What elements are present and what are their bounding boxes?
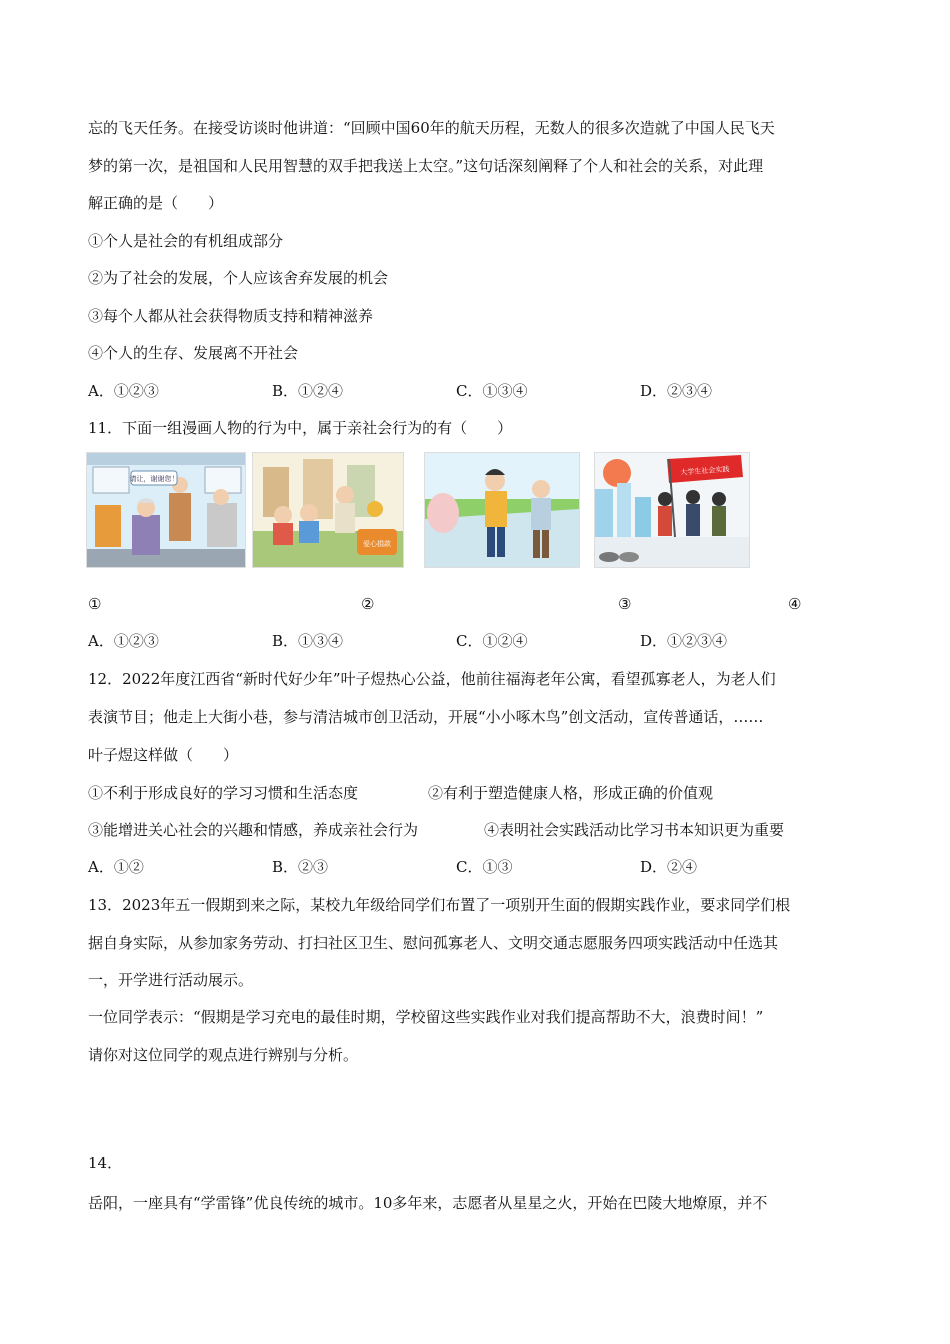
q11-option-c: C．①②④ [456,632,528,650]
q12-item-1: ①不利于形成良好的学习习惯和生活态度 [88,784,359,802]
q10-item-4: ④个人的生存、发展离不开社会 [88,344,299,362]
comic-image-practice [594,452,750,568]
practice-banner-text: 大学生社会实践 [680,465,730,477]
q10-option-c: C．①③④ [456,382,528,400]
q12-item-2: ②有利于塑造健康人格，形成正确的价值观 [428,784,714,802]
q10-line-2: 梦的第一次，是祖国和人民用智慧的双手把我送上太空。”这句话深刻阐释了个人和社会的关系，对此理 [88,157,764,175]
image-label-4: ④ [788,595,802,613]
q11-option-a: A．①②③ [88,632,159,650]
q12-item-3: ③能增进关心社会的兴趣和情感，养成亲社会行为 [88,821,419,839]
image-label-3: ③ [618,595,632,613]
q12-line-2: 表演节目；他走上大街小巷，参与清洁城市创卫活动，开展“小小啄木鸟”创文活动，宣传普通话，…… [88,708,764,726]
q13-line-3: 一，开学进行活动展示。 [88,971,254,989]
q12-option-a: A．①② [88,858,144,876]
q13-line-5: 请你对这位同学的观点进行辨别与分析。 [88,1046,359,1064]
q13-line-4: 一位同学表示：“假期是学习充电的最佳时期，学校留这些实践作业对我们提高帮助不大，浪费时间！” [88,1008,764,1026]
image-label-2: ② [361,595,375,613]
q13-line-1: 13．2023年五一假期到来之际，某校九年级给同学们布置了一项别开生面的假期实践作业，要求同学们根 [88,896,791,914]
q12-option-c: C．①③ [456,858,513,876]
comic-image-bus [86,452,246,568]
q13-line-2: 据自身实际，从参加家务劳动、打扫社区卫生、慰问孤寡老人、文明交通志愿服务四项实践活动中任选其 [88,934,779,952]
q12-item-4: ④表明社会实践活动比学习书本知识更为重要 [484,821,785,839]
q14-line-1: 岳阳，一座具有“学雷锋”优良传统的城市。10多年来，志愿者从星星之火，开始在巴陵大地燎原，并不 [88,1194,768,1212]
q10-option-a: A．①②③ [88,382,159,400]
q12-option-b: B．②③ [272,858,329,876]
q10-option-d: D．②③④ [640,382,713,400]
q12-option-d: D．②④ [640,858,698,876]
q14-number: 14． [88,1154,123,1172]
q10-item-2: ②为了社会的发展，个人应该舍弃发展的机会 [88,269,389,287]
q11-stem: 11．下面一组漫画人物的行为中，属于亲社会行为的有（ ） [88,419,513,437]
comic-image-street [424,452,580,568]
q11-option-b: B．①③④ [272,632,344,650]
image-label-1: ① [88,595,102,613]
donation-box-text: 爱心捐款 [363,540,391,548]
q12-line-1: 12．2022年度江西省“新时代好少年”叶子煜热心公益，他前往福海老年公寓，看望孤寡老人，为老人们 [88,670,776,688]
comic-image-donation [252,452,404,568]
q10-option-b: B．①②④ [272,382,344,400]
bus-speech-text: 请让，谢谢您！ [129,475,179,483]
q11-option-d: D．①②③④ [640,632,728,650]
q12-line-3: 叶子煜这样做（ ） [88,746,239,764]
q10-item-3: ③每个人都从社会获得物质支持和精神滋养 [88,307,374,325]
q10-item-1: ①个人是社会的有机组成部分 [88,232,284,250]
q10-line-3: 解正确的是（ ） [88,194,224,212]
q10-line-1: 忘的飞天任务。在接受访谈时他讲道：“回顾中国60年的航天历程，无数人的很多次造就了中国人民飞天 [88,119,775,137]
